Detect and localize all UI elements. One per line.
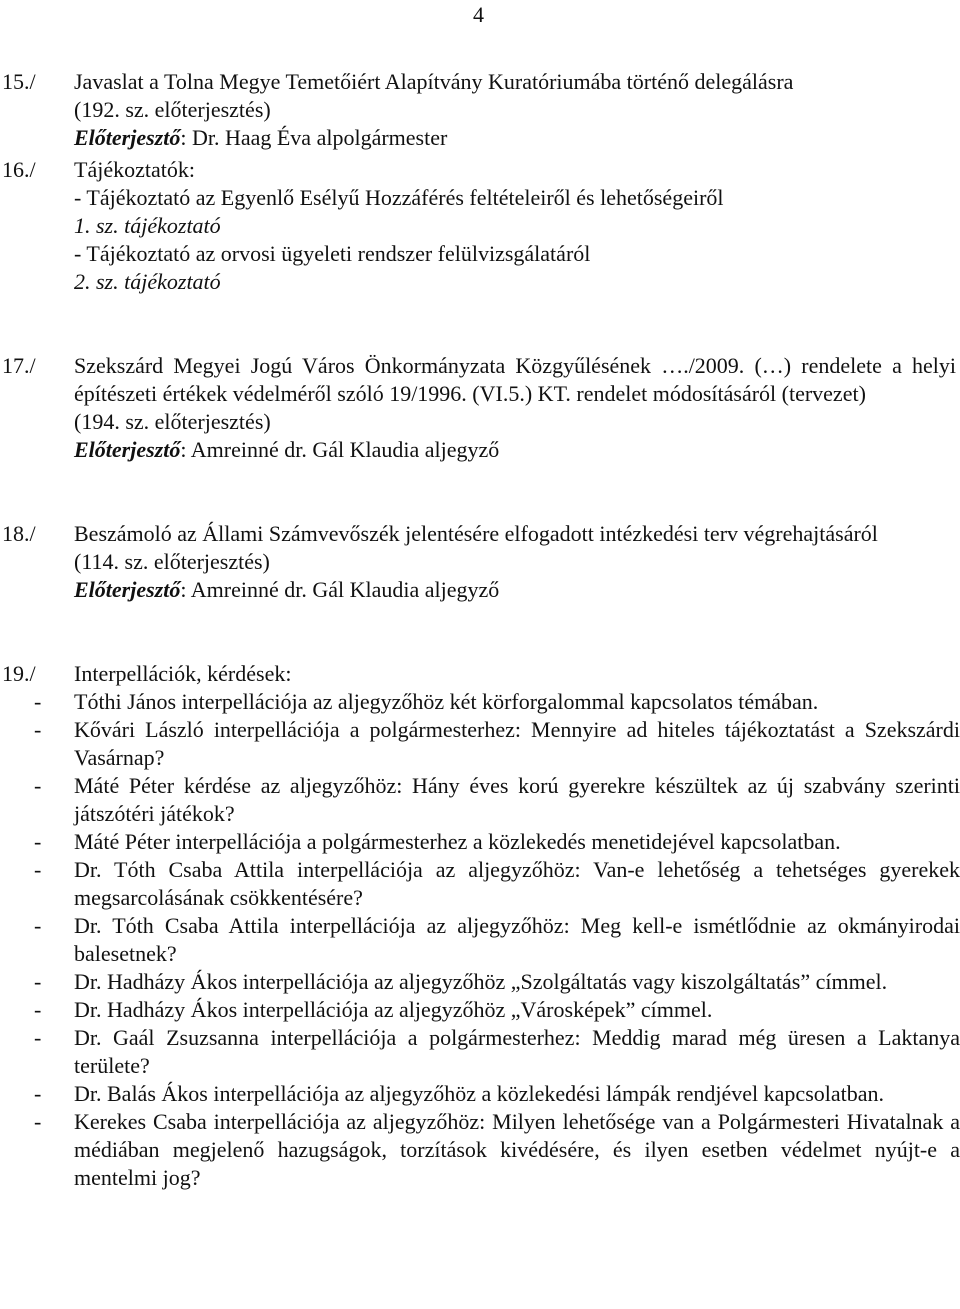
question-text: Dr. Balás Ákos interpellációja az aljegyzőhöz a közlekedési lámpák rendjével kapcsolatban.	[74, 1081, 885, 1106]
item-number: 16./	[2, 157, 36, 182]
dash: -	[34, 857, 42, 882]
dash: -	[34, 913, 42, 938]
presenter-name: : Amreinné dr. Gál Klaudia aljegyző	[180, 577, 500, 602]
list-item	[0, 772, 960, 828]
item-number: 19./	[2, 661, 36, 686]
presenter-name: : Amreinné dr. Gál Klaudia aljegyző	[180, 437, 500, 462]
info-line: - Tájékoztató az orvosi ügyeleti rendszer felülvizsgálatáról	[74, 241, 591, 266]
list-item	[0, 912, 960, 968]
list-item	[0, 688, 960, 716]
question-text: Máté Péter kérdése az aljegyzőhöz: Hány éves korú gyerekre készültek az új szabvány szerinti játszótéri játékok?	[74, 773, 960, 826]
list-item	[0, 1108, 960, 1192]
list-item	[0, 716, 960, 772]
question-text: Dr. Hadházy Ákos interpellációja az aljegyzőhöz „Városképek” címmel.	[74, 997, 713, 1022]
item-number: 17./	[2, 353, 36, 378]
agenda-item-18	[0, 520, 960, 604]
item-presenter	[74, 124, 956, 152]
item-reference: (192. sz. előterjesztés)	[74, 97, 271, 122]
question-list	[0, 688, 960, 1192]
question-text: Kerekes Csaba interpellációja az aljegyzőhöz: Milyen lehetősége van a Polgármesteri Hivatalnak a médiában megjelenő hazugságok, torzítások kivédésére, és ilyen esetben védelmet nyújt-e a mentelmi jog?	[74, 1109, 960, 1190]
dash: -	[34, 1109, 42, 1134]
item-reference: (114. sz. előterjesztés)	[74, 549, 270, 574]
presenter-label: Előterjesztő	[74, 437, 181, 462]
question-text: Kővári László interpellációja a polgármesterhez: Mennyire ad hiteles tájékoztatást a Szekszárdi Vasárnap?	[74, 717, 960, 770]
list-item	[0, 828, 960, 856]
dash: -	[34, 773, 42, 798]
dash: -	[34, 969, 42, 994]
list-item	[0, 968, 960, 996]
item-title: Javaslat a Tolna Megye Temetőiért Alapítvány Kuratóriumába történő delegálásra	[74, 69, 794, 94]
question-text: Dr. Gaál Zsuzsanna interpellációja a polgármesterhez: Meddig marad még üresen a Laktanya területe?	[74, 1025, 960, 1078]
question-text: Dr. Tóth Csaba Attila interpellációja az aljegyzőhöz: Van-e lehetőség a tehetséges gyerekek megsarcolásának csökkentésére?	[74, 857, 960, 910]
item-title: Interpellációk, kérdések:	[74, 661, 292, 686]
item-title: Tájékoztatók:	[74, 157, 195, 182]
agenda-item-19	[0, 660, 960, 1192]
item-reference: (194. sz. előterjesztés)	[74, 409, 271, 434]
question-text: Máté Péter interpellációja a polgármesterhez a közlekedés menetidejével kapcsolatban.	[74, 829, 841, 854]
agenda-item-17	[0, 352, 960, 464]
presenter-name: : Dr. Haag Éva alpolgármester	[180, 125, 448, 150]
dash: -	[34, 689, 42, 714]
item-number: 15./	[2, 69, 36, 94]
dash: -	[34, 829, 42, 854]
item-title: Szekszárd Megyei Jogú Város Önkormányzata Közgyűlésének …./2009. (…) rendelete a helyi építészeti értékek védelméről szóló 19/1996. (VI.5.) KT. rendelet módosításáról (tervezet)	[74, 353, 956, 406]
question-text: Dr. Tóth Csaba Attila interpellációja az aljegyzőhöz: Meg kell-e ismétlődnie az okmányirodai balesetnek?	[74, 913, 960, 966]
list-item	[0, 1080, 960, 1108]
dash: -	[34, 1081, 42, 1106]
presenter-label: Előterjesztő	[74, 125, 181, 150]
page-number: 4	[473, 2, 484, 27]
info-line: - Tájékoztató az Egyenlő Esélyű Hozzáférés feltételeiről és lehetőségeiről	[74, 185, 724, 210]
dash: -	[34, 717, 42, 742]
question-text: Dr. Hadházy Ákos interpellációja az aljegyzőhöz „Szolgáltatás vagy kiszolgáltatás” címmel.	[74, 969, 888, 994]
list-item	[0, 1024, 960, 1080]
agenda-item-16	[0, 156, 960, 296]
item-number: 18./	[2, 521, 36, 546]
dash: -	[34, 997, 42, 1022]
info-ref: 2. sz. tájékoztató	[74, 269, 221, 294]
agenda-item-15	[0, 68, 960, 152]
item-presenter	[74, 436, 956, 464]
presenter-label: Előterjesztő	[74, 577, 181, 602]
list-item	[0, 856, 960, 912]
dash: -	[34, 1025, 42, 1050]
item-title: Beszámoló az Állami Számvevőszék jelentésére elfogadott intézkedési terv végrehajtásáról	[74, 521, 878, 546]
question-text: Tóthi János interpellációja az aljegyzőhöz két körforgalommal kapcsolatos témában.	[74, 689, 819, 714]
item-presenter	[74, 576, 956, 604]
info-ref: 1. sz. tájékoztató	[74, 213, 221, 238]
list-item	[0, 996, 960, 1024]
